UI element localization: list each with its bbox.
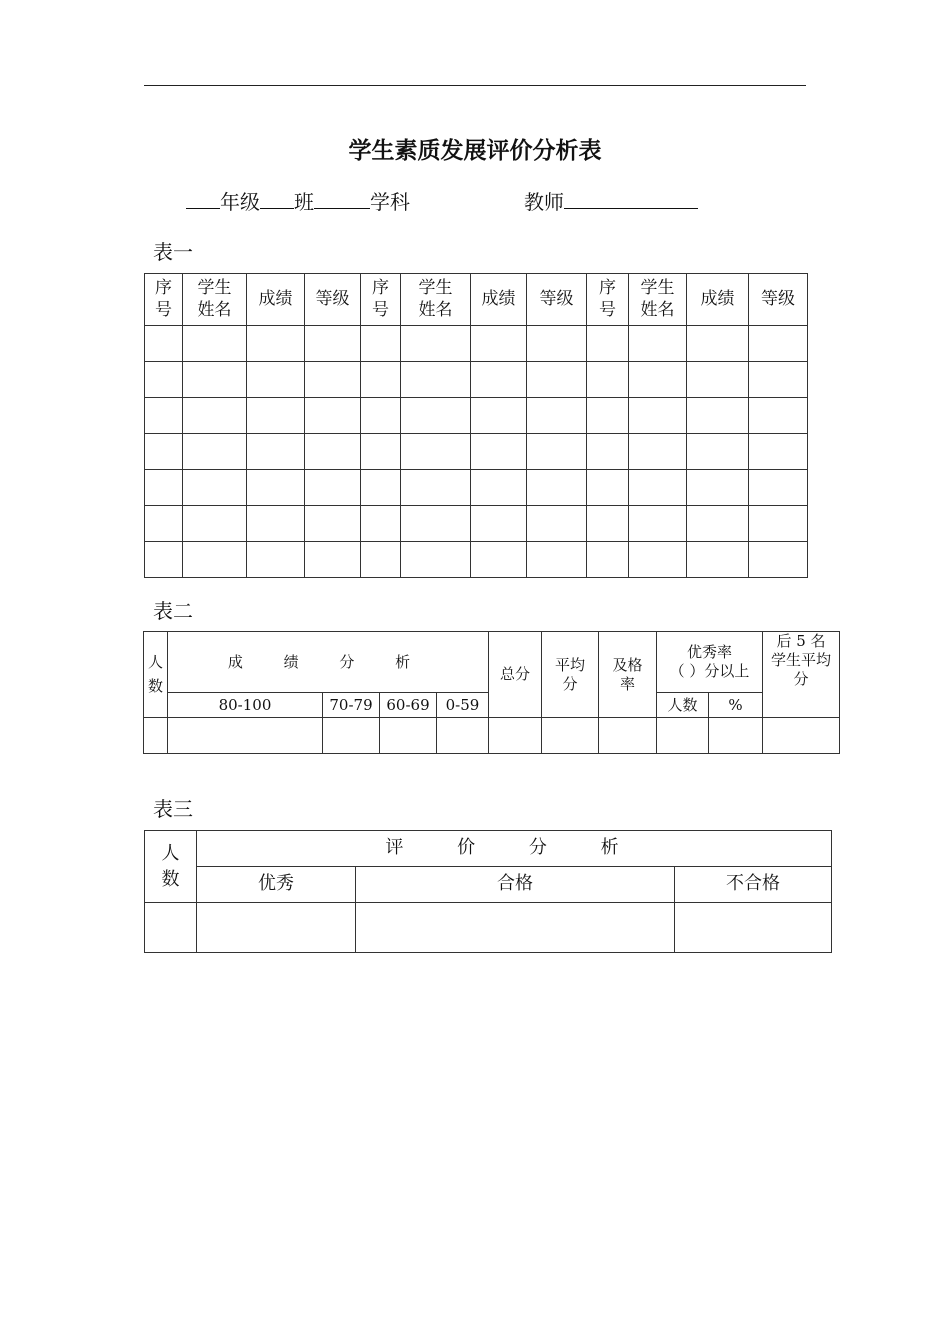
t1-cell[interactable]	[587, 434, 629, 470]
t1-cell[interactable]	[687, 434, 749, 470]
t1-cell[interactable]	[145, 470, 183, 506]
t1-cell[interactable]	[247, 542, 305, 578]
table-row	[145, 398, 808, 434]
t1-cell[interactable]	[629, 326, 687, 362]
t1-cell[interactable]	[361, 398, 401, 434]
t1-cell[interactable]	[305, 326, 361, 362]
t1-cell[interactable]	[471, 542, 527, 578]
t2-score-analysis: 成 绩 分 析	[168, 632, 489, 693]
t2-cell[interactable]	[380, 718, 437, 754]
t1-cell[interactable]	[749, 362, 808, 398]
t1-header-cell: 等级	[749, 274, 808, 326]
t1-cell[interactable]	[587, 398, 629, 434]
t1-cell[interactable]	[749, 506, 808, 542]
t1-cell[interactable]	[527, 506, 587, 542]
t1-cell[interactable]	[247, 434, 305, 470]
t1-cell[interactable]	[687, 506, 749, 542]
t2-range-80-100: 80-100	[168, 693, 323, 718]
t1-cell[interactable]	[145, 326, 183, 362]
t1-cell[interactable]	[183, 434, 247, 470]
t1-cell[interactable]	[145, 434, 183, 470]
t2-excellent-percent-header: %	[709, 693, 763, 718]
t3-cell[interactable]	[145, 903, 197, 953]
teacher-blank[interactable]	[564, 186, 698, 209]
t1-cell[interactable]	[183, 470, 247, 506]
t1-cell[interactable]	[629, 506, 687, 542]
t1-cell[interactable]	[527, 434, 587, 470]
t1-cell[interactable]	[471, 398, 527, 434]
t1-cell[interactable]	[587, 326, 629, 362]
t1-cell[interactable]	[145, 542, 183, 578]
t2-pass-rate-header: 及格率	[599, 632, 657, 718]
t1-cell[interactable]	[587, 362, 629, 398]
t1-cell[interactable]	[305, 506, 361, 542]
t1-cell[interactable]	[687, 326, 749, 362]
t2-count-header: 人数	[144, 632, 168, 718]
subject-blank[interactable]	[314, 186, 370, 209]
t1-header-cell: 成绩	[247, 274, 305, 326]
t3-cell[interactable]	[197, 903, 356, 953]
page-title: 学生素质发展评价分析表	[348, 138, 602, 164]
t1-header-cell: 成绩	[687, 274, 749, 326]
table-row	[145, 470, 808, 506]
t2-total-header: 总分	[489, 632, 542, 718]
t3-count-header: 人数	[145, 831, 197, 903]
t1-cell[interactable]	[587, 470, 629, 506]
t2-cell[interactable]	[489, 718, 542, 754]
t1-cell[interactable]	[305, 434, 361, 470]
table2	[143, 631, 840, 754]
t3-cell[interactable]	[675, 903, 832, 953]
t3-fail-header: 不合格	[675, 867, 832, 903]
t1-cell[interactable]	[629, 362, 687, 398]
t1-header-cell: 序号	[361, 274, 401, 326]
subject-label: 学科	[370, 190, 410, 214]
t1-header-cell: 等级	[527, 274, 587, 326]
t1-header-cell: 等级	[305, 274, 361, 326]
t1-cell[interactable]	[361, 470, 401, 506]
t1-header-cell: 成绩	[471, 274, 527, 326]
t1-cell[interactable]	[305, 398, 361, 434]
t1-cell[interactable]	[247, 326, 305, 362]
t2-cell[interactable]	[542, 718, 599, 754]
t2-range-0-59: 0-59	[437, 693, 489, 718]
top-rule	[144, 85, 806, 86]
t1-header-cell: 学生姓名	[629, 274, 687, 326]
t2-cell[interactable]	[599, 718, 657, 754]
table3	[144, 830, 832, 953]
t1-cell[interactable]	[247, 362, 305, 398]
t1-cell[interactable]	[361, 362, 401, 398]
t1-cell[interactable]	[401, 398, 471, 434]
table1-label: 表一	[153, 240, 193, 264]
t2-range-70-79: 70-79	[323, 693, 380, 718]
t1-cell[interactable]	[401, 326, 471, 362]
t1-cell[interactable]	[629, 542, 687, 578]
t1-cell[interactable]	[183, 398, 247, 434]
t2-cell[interactable]	[168, 718, 323, 754]
t1-cell[interactable]	[527, 542, 587, 578]
t2-cell[interactable]	[323, 718, 380, 754]
table1	[144, 273, 808, 578]
t1-cell[interactable]	[687, 362, 749, 398]
t1-cell[interactable]	[749, 326, 808, 362]
t1-cell[interactable]	[587, 542, 629, 578]
t3-cell[interactable]	[356, 903, 675, 953]
t1-cell[interactable]	[527, 470, 587, 506]
t1-header-cell: 学生姓名	[401, 274, 471, 326]
t1-cell[interactable]	[247, 398, 305, 434]
class-blank[interactable]	[260, 186, 294, 209]
table3-label: 表三	[153, 797, 193, 821]
t1-cell[interactable]	[687, 542, 749, 578]
t2-excellent-count-header: 人数	[657, 693, 709, 718]
t1-cell[interactable]	[401, 470, 471, 506]
t1-cell[interactable]	[145, 398, 183, 434]
t1-header-cell: 序号	[145, 274, 183, 326]
t2-bottom5-header: 后 5 名学生平均分	[763, 632, 840, 718]
t1-cell[interactable]	[749, 470, 808, 506]
t1-cell[interactable]	[687, 470, 749, 506]
t1-cell[interactable]	[687, 398, 749, 434]
t2-range-60-69: 60-69	[380, 693, 437, 718]
t2-excellent-rate-sub: （ ）分以上	[669, 662, 750, 680]
teacher-label: 教师	[524, 190, 564, 214]
table-row	[145, 542, 808, 578]
t1-cell[interactable]	[361, 326, 401, 362]
table-row	[145, 434, 808, 470]
t1-cell[interactable]	[527, 398, 587, 434]
t1-cell[interactable]	[401, 362, 471, 398]
t1-cell[interactable]	[749, 434, 808, 470]
t1-cell[interactable]	[629, 398, 687, 434]
t1-cell[interactable]	[305, 362, 361, 398]
grade-blank[interactable]	[186, 186, 220, 209]
t2-excellent-rate-title: 优秀率	[686, 643, 732, 662]
table-row	[145, 326, 808, 362]
t1-cell[interactable]	[183, 362, 247, 398]
table-row	[145, 506, 808, 542]
t2-cell[interactable]	[763, 718, 840, 754]
t1-cell[interactable]	[183, 326, 247, 362]
t1-cell[interactable]	[749, 398, 808, 434]
t1-cell[interactable]	[361, 506, 401, 542]
class-label: 班	[294, 190, 314, 214]
t1-cell[interactable]	[471, 326, 527, 362]
t1-cell[interactable]	[471, 362, 527, 398]
t3-pass-header: 合格	[356, 867, 675, 903]
t1-cell[interactable]	[361, 542, 401, 578]
t1-cell[interactable]	[527, 362, 587, 398]
t3-excellent-header: 优秀	[197, 867, 356, 903]
t1-cell[interactable]	[145, 362, 183, 398]
table-row	[145, 362, 808, 398]
t3-evaluation-header: 评 价 分 析	[197, 831, 832, 867]
t1-cell[interactable]	[305, 542, 361, 578]
t2-excellent-rate-header	[657, 632, 763, 693]
header-fields	[186, 186, 698, 215]
t1-cell[interactable]	[471, 470, 527, 506]
t1-cell[interactable]	[749, 542, 808, 578]
t1-cell[interactable]	[401, 434, 471, 470]
t1-cell[interactable]	[527, 326, 587, 362]
t1-cell[interactable]	[629, 434, 687, 470]
t2-average-header: 平均分	[542, 632, 599, 718]
t2-cell[interactable]	[709, 718, 763, 754]
t1-header-cell: 学生姓名	[183, 274, 247, 326]
t1-cell[interactable]	[401, 542, 471, 578]
t2-cell[interactable]	[437, 718, 489, 754]
t1-cell[interactable]	[361, 434, 401, 470]
table2-label: 表二	[153, 599, 193, 623]
t1-cell[interactable]	[183, 506, 247, 542]
t1-cell[interactable]	[247, 470, 305, 506]
t2-cell[interactable]	[657, 718, 709, 754]
t1-cell[interactable]	[247, 506, 305, 542]
t1-cell[interactable]	[629, 470, 687, 506]
t1-cell[interactable]	[145, 506, 183, 542]
grade-label: 年级	[220, 190, 260, 214]
t1-cell[interactable]	[305, 470, 361, 506]
t1-cell[interactable]	[183, 542, 247, 578]
t1-cell[interactable]	[471, 506, 527, 542]
t1-cell[interactable]	[471, 434, 527, 470]
t1-cell[interactable]	[587, 506, 629, 542]
t1-cell[interactable]	[401, 506, 471, 542]
t2-cell[interactable]	[144, 718, 168, 754]
t1-header-cell: 序号	[587, 274, 629, 326]
